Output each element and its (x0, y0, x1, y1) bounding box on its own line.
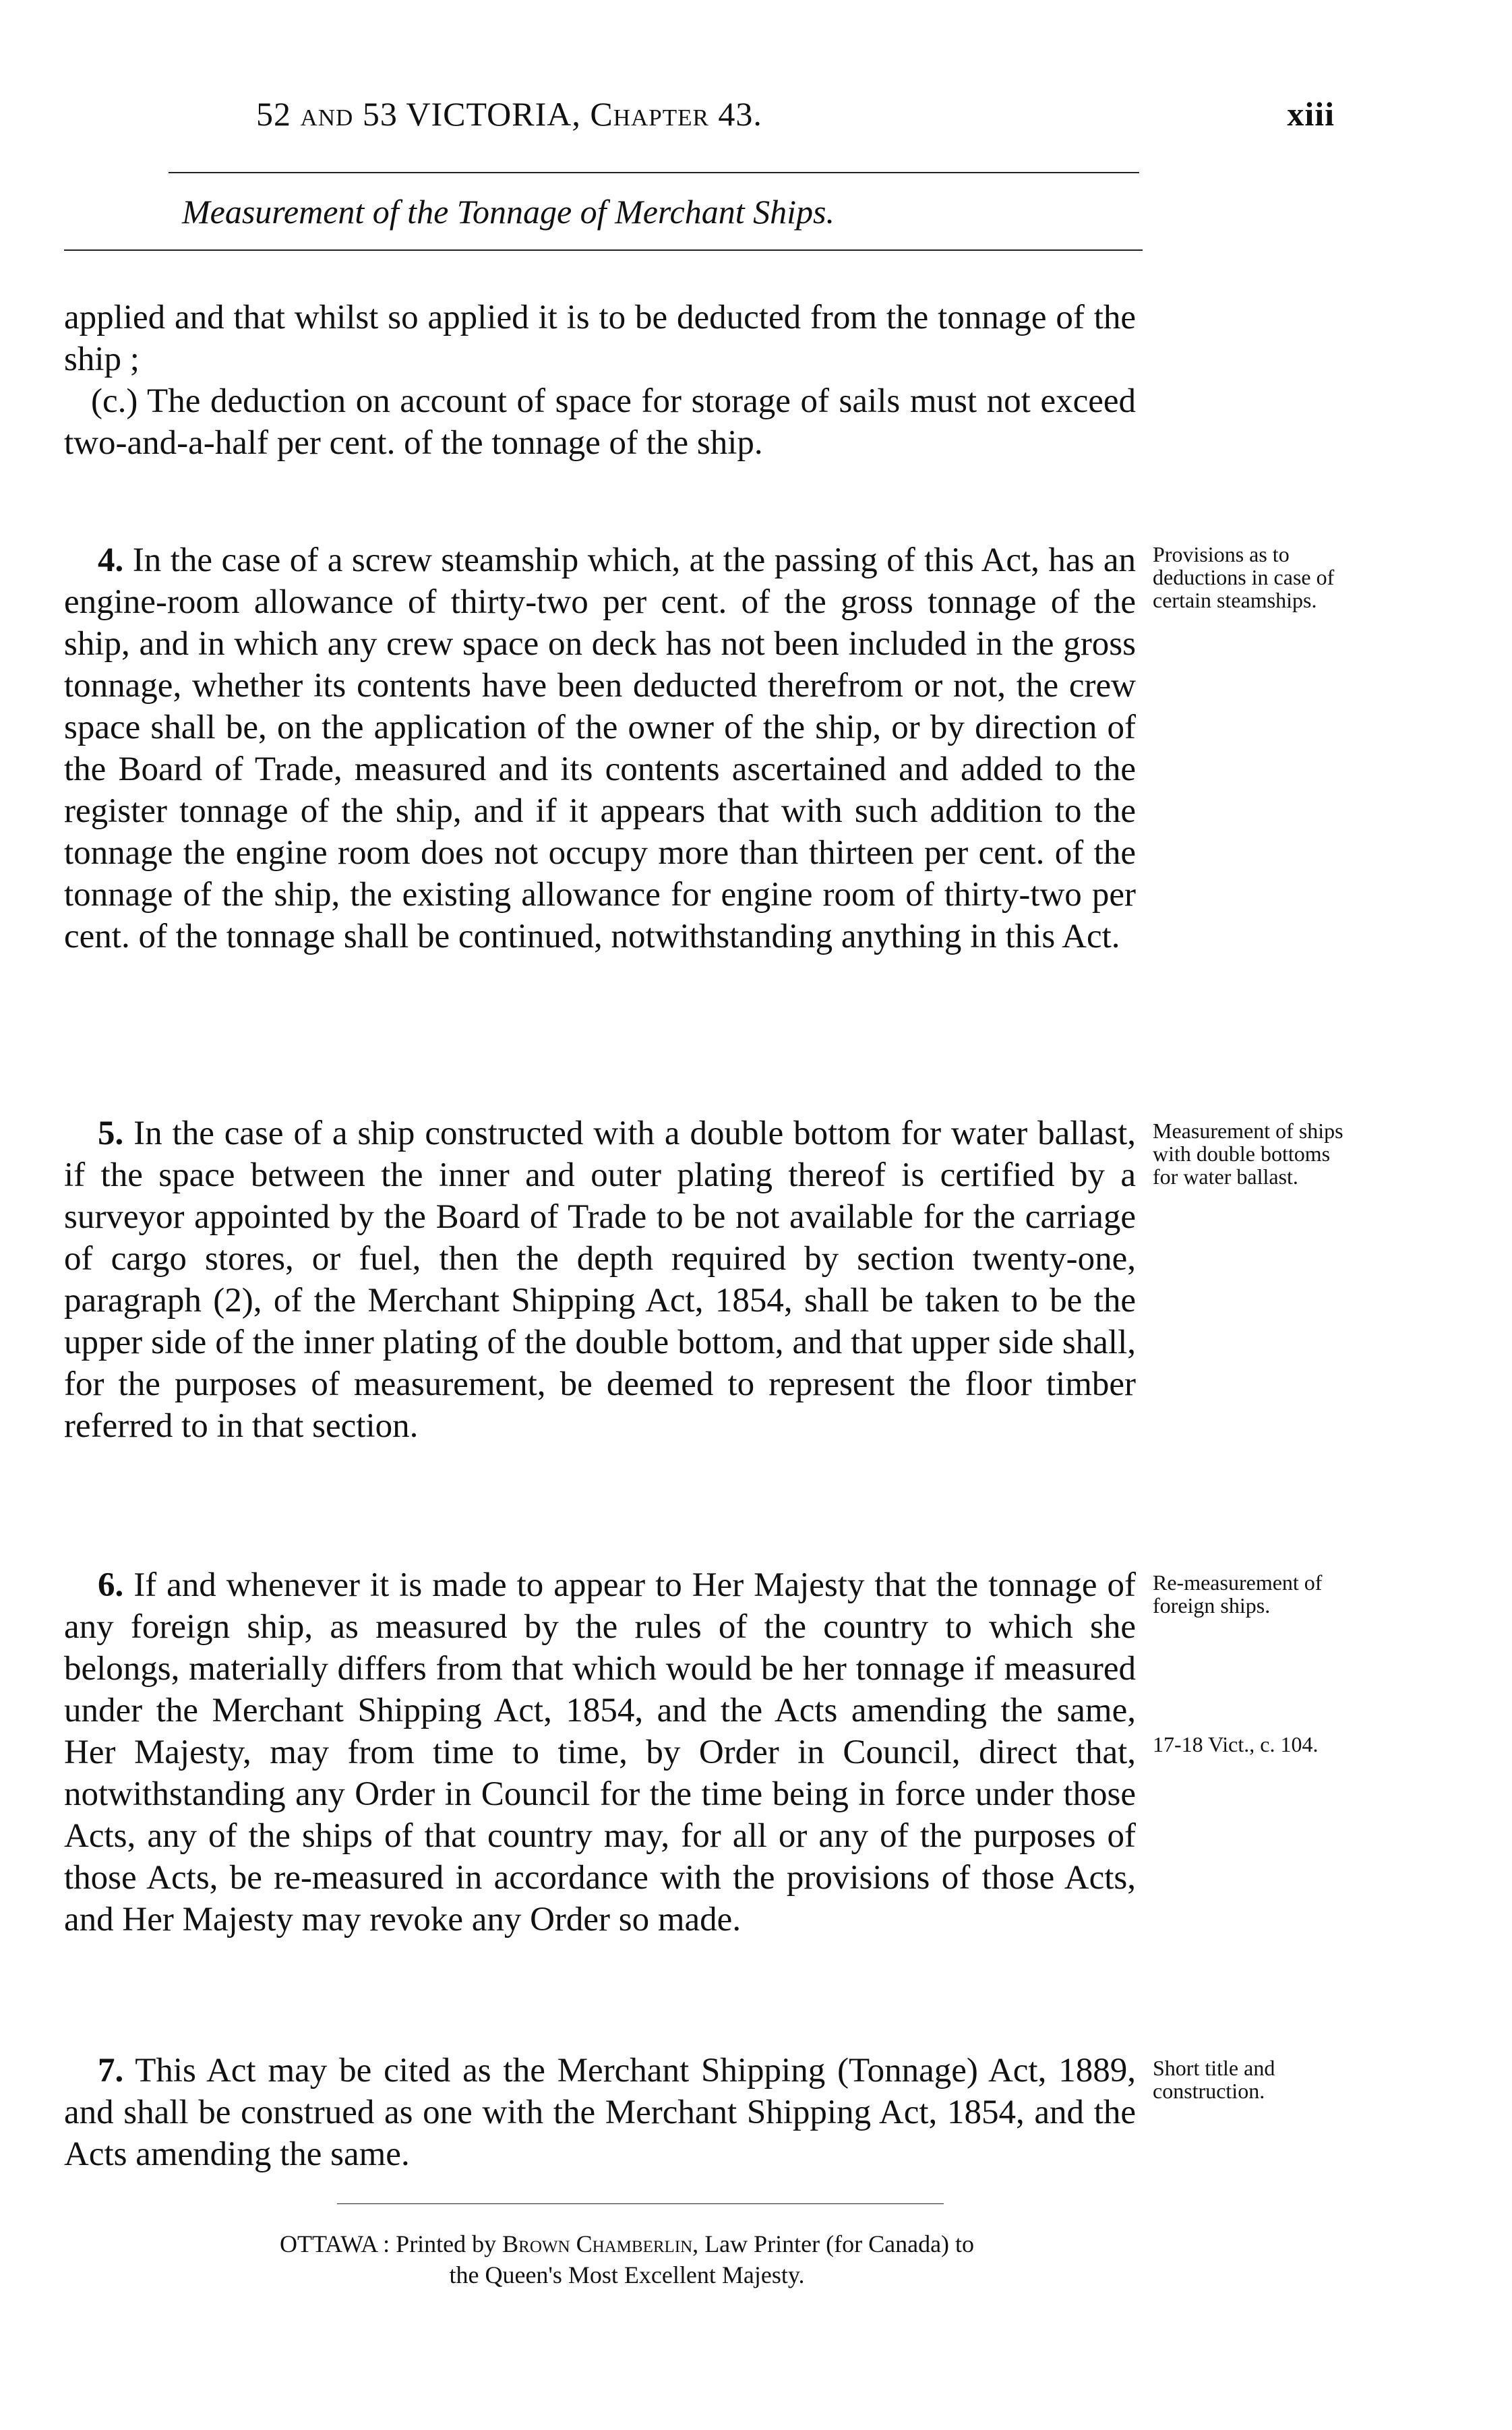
imprint-line-2: the Queen's Most Excellent Majesty. (449, 2261, 805, 2288)
paragraph-continuation: applied and that whilst so applied it is to be deducted from the tonnage of the ship ; (64, 299, 1136, 378)
margin-note-section-5: Measurement of ships with double bottoms for water ballast. (1153, 1119, 1343, 1189)
footer-rule (337, 2203, 944, 2204)
imprint-city-printed-by: OTTAWA : Printed by (279, 2230, 497, 2257)
paragraph-item-c: (c.) The deduction on account of space for storage of sails must not exceed two-and-a-half per cent. of the tonnage of the ship. (64, 382, 1136, 462)
page-number: xiii (1287, 95, 1335, 133)
margin-note-section-4: Provisions as to deductions in case of certain steamships. (1153, 542, 1335, 612)
section-6 (64, 1564, 1136, 1940)
section-4-number: 4. (98, 541, 124, 579)
margin-note-statute-ref: 17-18 Vict., c. 104. (1153, 1732, 1319, 1756)
margin-note-section-7: Short title and construction. (1153, 2056, 1275, 2103)
section-subtitle: Measurement of the Tonnage of Merchant Ships. (182, 193, 835, 231)
printer-imprint (121, 2228, 1132, 2290)
section-7 (64, 2050, 1136, 2175)
section-5-number: 5. (98, 1115, 124, 1152)
header-title-chapter: Chapter (590, 95, 709, 133)
section-6-text: If and whenever it is made to appear to Her Majesty that the tonnage of any foreign ship, as measured by the rules of the country to which she belongs, materially differs from that which would be her tonnage if measured under the Merchant Shipping Act, 1854, and the Acts amending the same, Her Majesty, may from time to time, by Order in Council, direct that, notwithstanding any Order in Council for the time being in force under those Acts, any of the ships of that country may, for all or any of the purposes of those Acts, be re-measured in accordance with the provisions of those Acts, and Her Majesty may revoke any Order so made. (64, 1566, 1136, 1938)
section-7-number: 7. (98, 2052, 124, 2090)
header-title-and: and (300, 95, 354, 133)
section-4 (64, 539, 1136, 957)
section-7-text: This Act may be cited as the Merchant Shipping (Tonnage) Act, 1889, and shall be construed as one with the Merchant Shipping Act, 1854, and the Acts amending the same. (64, 2052, 1136, 2173)
header-title-number: 43. (718, 95, 762, 133)
section-5 (64, 1113, 1136, 1447)
imprint-line-1 (121, 2228, 1132, 2259)
section-5-text: In the case of a ship constructed with a double bottom for water ballast, if the space between the inner and outer plating thereof is certified by a surveyor appointed by the Board of Trade to be not available for the carriage of cargo stores, or fuel, then the depth required by section twenty-one, paragraph (2), of the Merchant Shipping Act, 1854, shall be taken to be the upper side of the inner plating of the double bottom, and that upper side shall, for the purposes of measurement, be deemed to represent the floor timber referred to in that section. (64, 1115, 1137, 1445)
header-title-part2: 53 VICTORIA, (362, 95, 581, 133)
section-4-text: In the case of a screw steamship which, at the passing of this Act, has an engine-room allowance of thirty-two per cent. of the gross tonnage of the ship, and in which any crew space on deck has not been included in the gross tonnage, whether its contents have been deducted therefrom or not, the crew space shall be, on the application of the owner of the ship, or by direction of the Board of Trade, measured and its contents ascertained and added to the register tonnage of the ship, and if it appears that with such addition to the tonnage the engine room does not occupy more than thirteen per cent. of the tonnage of the ship, the existing allowance for engine room of thirty-two per cent. of the tonnage shall be continued, notwithstanding anything in this Act. (64, 541, 1137, 955)
section-6-number: 6. (98, 1566, 124, 1604)
continuation-block (64, 297, 1136, 464)
header-title (256, 94, 762, 134)
header-rule-top (169, 172, 1139, 173)
margin-note-section-6: Re-measurement of foreign ships. (1153, 1570, 1323, 1618)
running-header (256, 94, 1335, 148)
header-rule-bottom (64, 249, 1143, 251)
imprint-printer-title: Law Printer (for Canada) to (704, 2230, 975, 2257)
header-title-part1: 52 (256, 95, 291, 133)
imprint-printer-name: Brown Chamberlin, (502, 2230, 699, 2257)
